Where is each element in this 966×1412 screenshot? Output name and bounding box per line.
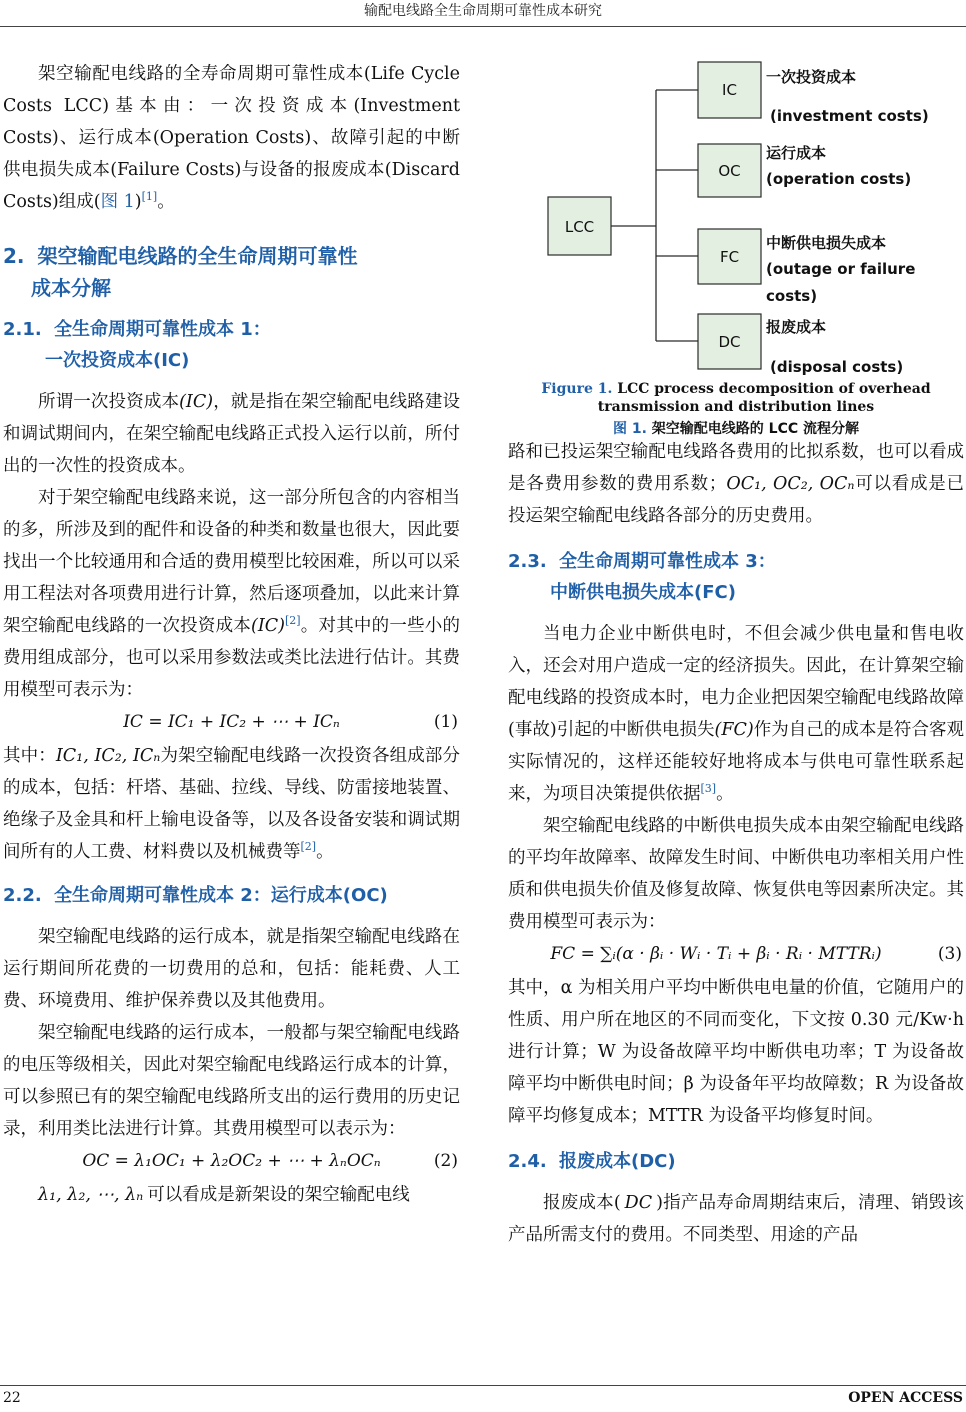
oc-box-label: OC [718, 162, 741, 180]
page-footer [0, 1385, 966, 1412]
figure-1 [508, 56, 964, 436]
p22d-text-post: 可以看成是已投运架空输配电线路各部分的历史费用。 [508, 474, 965, 526]
fc-label-en-1: (outage or failure [766, 260, 916, 278]
section-2-1-title-line2: 一次投资成本(IC) [45, 350, 190, 371]
running-title: 输配电线路全生命周期可靠性成本研究 [0, 0, 966, 27]
caption-zh-label: 图 1. [612, 421, 647, 437]
paragraph-2-2-d [508, 436, 964, 532]
paragraph-2-2-b: 架空输配电线路的运行成本，一般都与架空输配电线路的电压等级相关，因此对架空输配电线路运行成本的计算，可以参照已有的架空输配电线路所支出的运行费用的历史记录，利用类比法进行计算。其费用模型可以表示为： [3, 1023, 460, 1139]
paragraph-2-1-c [3, 740, 460, 868]
p22c-math: λ₁, λ₂, ⋯, λₙ [38, 1185, 144, 1205]
p23a-text-post: 作为自己的成本是符合客观实际情况的，这样还能较好地将成本与供电可靠性联系起来，为项目决策提供依据 [508, 720, 965, 804]
equation-2-number: (2) [433, 1151, 458, 1171]
caption-zh-text: 架空输配电线路的 LCC 流程分解 [651, 421, 860, 437]
section-2-3-title-line2: 中断供电损失成本(FC) [550, 582, 736, 603]
section-2-1-heading [3, 314, 460, 376]
intro-paragraph [3, 58, 460, 218]
section-2-1-number: 2.1. [3, 319, 42, 340]
section-2-title-line1: 架空输配电线路的全生命周期可靠性 [37, 244, 358, 268]
citation-3[interactable]: [3] [700, 782, 717, 796]
section-2-3-number: 2.3. [508, 551, 547, 572]
fc-box [698, 229, 761, 284]
figure-captions [508, 380, 964, 448]
oc-box [698, 144, 761, 197]
fc-label-en-2: costs) [766, 287, 818, 305]
ic-label-en: (investment costs) [770, 107, 929, 125]
paragraph-2-3-c: 其中，α 为相关用户平均中断供电电量的价值，它随用户的性质、用户所在地区的不同而变化，下文按 0.30 元/Kw·h 进行计算；W 为设备故障平均中断供电功率；T 为设备故障平均中断供电时间；β 为设备年平均故障数；R 为设备故障平均修复成本；MTTR 为设备平均修复时间。 [508, 978, 964, 1126]
p22d-text: 路和已投运架空输配电线路各费用的比拟系数，也可以看成是各费用参数的费用系数； [508, 442, 964, 494]
section-2-1-title-line1: 全生命周期可靠性成本 1： [54, 319, 271, 340]
lcc-box [548, 197, 611, 255]
p21b-text: 对于架空输配电线路来说，这一部分所包含的内容相当的多，所涉及到的配件和设备的种类和数量也很大，因此要找出一个比较通用和合适的费用模型比较困难，所以可以采用工程法对各项费用进行计算，然后逐项叠加，以此来计算架空输配电线路的一次投资成本 [3, 488, 460, 636]
section-2-4-heading [508, 1146, 964, 1177]
caption-zh [508, 418, 964, 440]
p24-text: 报废成本( [543, 1193, 621, 1213]
p22c-text: 可以看成是新架设的架空输配电线 [147, 1185, 410, 1205]
p22d-math: OC₁, OC₂, OCₙ [726, 474, 855, 494]
paragraph-2-2-a: 架空输配电线路的运行成本，就是指架空输配电线路在运行期间所花费的一切费用的总和，包括：能耗费、人工费、环境费用、维护保养费以及其他费用。 [3, 927, 460, 1011]
paragraph-2-3-b: 架空输配电线路的中断供电损失成本由架空输配电线路的平均年故障率、故障发生时间、中断供电功率相关用户性质和供电损失价值及修复故障、恢复供电等因素所决定。其费用模型可表示为： [508, 816, 964, 932]
dc-box-label: DC [718, 333, 741, 351]
p24-math: DC [624, 1193, 653, 1213]
p21c-math: IC₁, IC₂, ICₙ [55, 746, 161, 766]
intro-text: 架空输配电线路的全寿命周期可靠性成本(Life Cycle Costs LCC)基本由：一次投资成本(Investment Costs)、运行成本(Operation Costs)、故障引起的中断供电损失成本(Failure Costs)与设备的报废成本(Discard Costs)组成( [3, 64, 460, 212]
p21c-period: 。 [316, 842, 334, 862]
ic-box [698, 62, 761, 118]
caption-en [508, 380, 964, 416]
paragraph-2-2-c [3, 1179, 460, 1211]
page-number: 22 [3, 1390, 21, 1406]
p21c-text-post: 为架空输配电线路一次投资各组成部分的成本，包括：杆塔、基础、拉线、导线、防雷接地装置、绝缘子及金具和杆上输电设备等，以及各设备安装和调试期间所有的人工费、材料费以及机械费等 [3, 746, 460, 862]
section-2-title-line2: 成本分解 [31, 276, 111, 300]
lcc-decomposition-diagram [508, 56, 964, 378]
equation-1-number: (1) [433, 712, 458, 732]
oc-label-zh: 运行成本 [766, 144, 827, 162]
p21a-text-post: ，就是指在架空输配电线路建设和调试期间内，在架空输配电线路正式投入运行以前，所付出的一次性的投资成本。 [3, 392, 461, 476]
paragraph-2-1-b [3, 482, 460, 706]
p21c-text: 其中： [3, 746, 56, 766]
section-2-4-number: 2.4. [508, 1151, 547, 1172]
equation-3 [508, 938, 964, 972]
oc-label-en: (operation costs) [766, 170, 912, 188]
intro-paren: ) [134, 192, 142, 212]
p23a-period: 。 [716, 784, 734, 804]
citation-2[interactable]: [2] [284, 614, 301, 628]
figure-reference-link[interactable]: 图 1 [100, 192, 135, 212]
intro-period: 。 [157, 192, 175, 212]
fc-box-label: FC [719, 248, 740, 266]
ic-label-zh: 一次投资成本 [766, 68, 857, 86]
dc-box [698, 314, 761, 369]
citation-1[interactable]: [1] [141, 190, 158, 204]
equation-1-expression: IC = IC₁ + IC₂ + ⋯ + ICₙ [123, 712, 340, 732]
p24-text-post: )指产品寿命周期结束后，清理、销毁该产品所需支付的费用。不同类型、用途的产品 [508, 1193, 964, 1245]
section-2-4-title: 报废成本(DC) [559, 1151, 676, 1172]
paragraph-2-1-a [3, 386, 460, 482]
fc-label-zh: 中断供电损失成本 [766, 234, 887, 252]
p21a-text: 所谓一次投资成本 [38, 392, 180, 412]
section-2-2-number: 2.2. [3, 885, 42, 906]
open-access-label: OPEN ACCESS [848, 1390, 963, 1406]
caption-en-text: LCC process decomposition of overhead transmission and distribution lines [597, 381, 931, 415]
equation-3-number: (3) [937, 944, 962, 964]
lcc-box-label: LCC [564, 218, 595, 236]
section-2-3-title-line1: 全生命周期可靠性成本 3： [559, 551, 776, 572]
equation-2 [3, 1145, 460, 1179]
section-2-3-heading [508, 546, 964, 608]
p23a-math: (FC) [714, 720, 754, 740]
equation-3-expression: FC = ∑ᵢ(α · βᵢ · Wᵢ · Tᵢ + βᵢ · Rᵢ · MTTRᵢ) [550, 944, 882, 964]
caption-en-label: Figure 1. [541, 381, 613, 397]
p21a-math: (IC) [179, 392, 214, 412]
left-column [3, 58, 460, 1211]
dc-label-zh: 报废成本 [766, 318, 827, 336]
section-2-number: 2. [3, 244, 25, 268]
equation-1 [3, 706, 460, 740]
right-column [508, 56, 964, 1251]
section-2-heading [3, 240, 460, 304]
p21b-math: (IC) [251, 616, 285, 636]
diagram-connectors [611, 90, 698, 341]
citation-2b[interactable]: [2] [300, 840, 317, 854]
p21b-text-post: 。对其中的一些小的费用组成部分，也可以采用参数法或类比法进行估计。其费用模型可表示为： [3, 616, 461, 700]
p23a-text: 当电力企业中断供电时，不但会减少供电量和售电收入，还会对用户造成一定的经济损失。因此，在计算架空输配电线路的投资成本时，电力企业把因架空输配电线路故障(事故)引起的中断供电损失 [508, 624, 964, 740]
ic-box-label: IC [722, 81, 737, 99]
section-2-2-heading [3, 880, 460, 911]
equation-2-expression: OC = λ₁OC₁ + λ₂OC₂ + ⋯ + λₙOCₙ [82, 1151, 381, 1171]
dc-label-en: (disposal costs) [770, 358, 904, 376]
section-2-2-title: 全生命周期可靠性成本 2：运行成本(OC) [54, 885, 388, 906]
paragraph-2-3-a [508, 618, 964, 810]
paragraph-2-4 [508, 1187, 964, 1251]
